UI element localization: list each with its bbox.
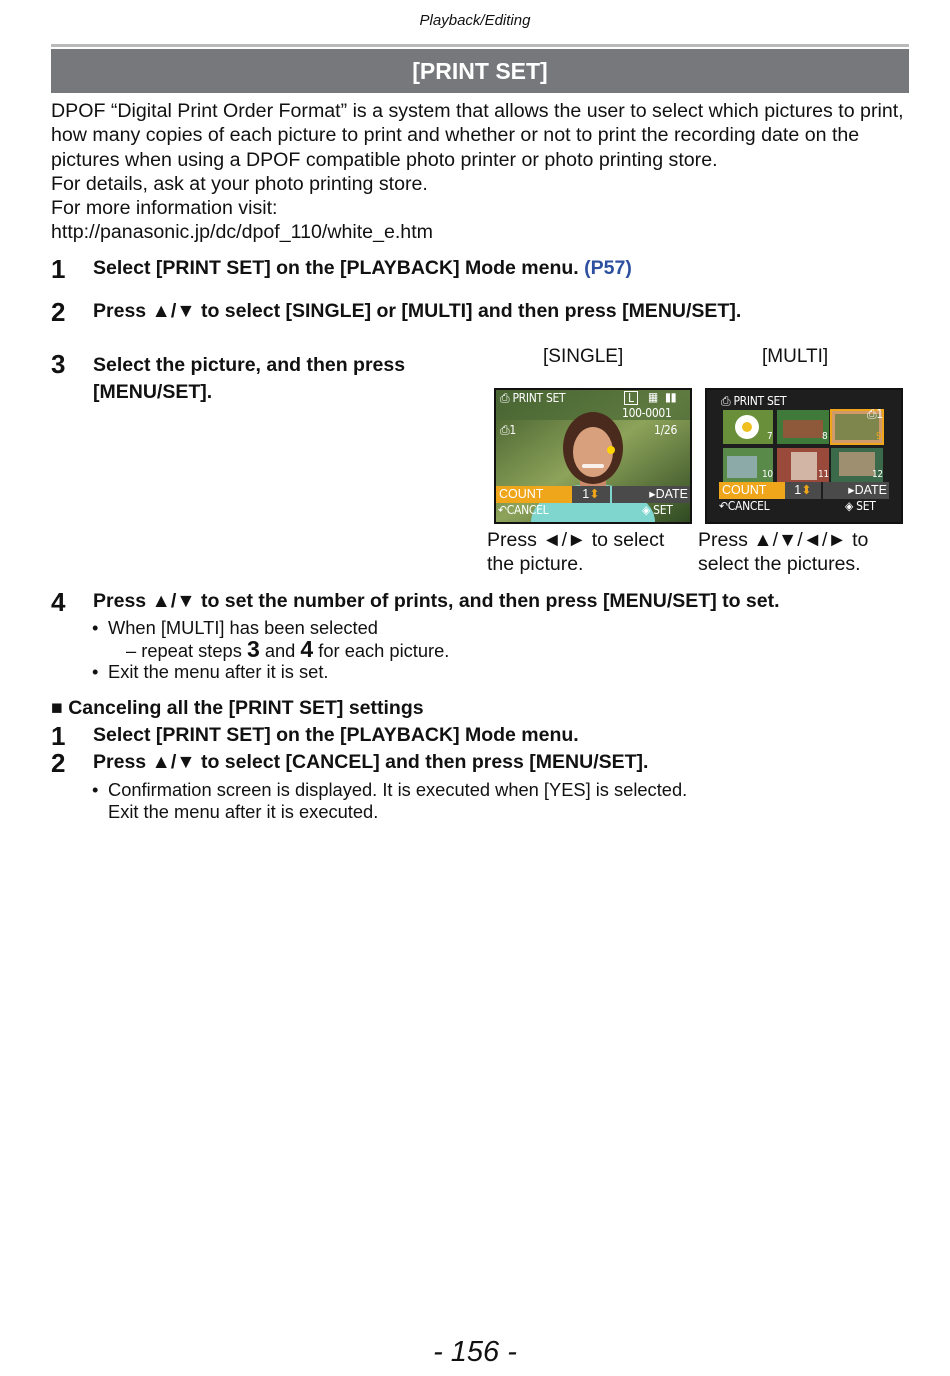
thumb-number: 7 [767,431,773,442]
printer-icon: ⎙ [721,394,731,408]
multi-screen [705,388,903,524]
cancel-notes [92,779,687,822]
step-4-text: Press ▲/▼ to set the number of prints, and then press [MENU/SET] to set. [93,590,780,612]
cancel-step-2-text: Press ▲/▼ to select [CANCEL] and then press [MENU/SET]. [93,751,649,773]
intro-url: http://panasonic.jp/dc/dpof_110/white_e.htm [51,221,433,244]
battery-icon: ▮▮ [665,390,677,404]
date-toggle: ▸DATE [612,486,690,503]
set-hint: ◈ SET [845,499,876,513]
bullet-item: • Exit the menu after it is set. [92,661,329,682]
step-number: 4 [51,587,66,617]
thumb-number: 11 [818,469,829,480]
printer-icon: ⎙ [500,391,510,405]
menu-set-icon: ◈ [845,499,854,513]
single-label: [SINGLE] [543,346,624,367]
step-3-line2: [MENU/SET]. [93,381,213,403]
cancel-heading [51,697,424,720]
step-number: 1 [51,721,66,751]
header-rule [51,44,909,47]
cancel-heading-text: ■ Canceling all the [PRINT SET] settings [51,697,424,719]
intro-more-info: For more information visit: [51,197,278,220]
print-set-title: ⎙ PRINT SET [721,394,787,408]
updown-icon: ⬍ [801,483,812,497]
multi-caption-line1: Press ▲/▼/◄/► to [698,529,869,551]
step-number: 3 [51,349,66,379]
frame-counter: 1/26 [654,423,678,437]
step-number: 1 [51,254,66,284]
page-number: - 156 - [433,1336,517,1368]
bullet-dot: • [92,779,99,800]
multi-label: [MULTI] [762,346,829,367]
count-label: COUNT [496,486,572,503]
bullet-item: • When [MULTI] has been selected [92,617,378,638]
printer-icon: ⎙ [867,407,877,421]
right-arrow-icon: ▸ [848,483,855,497]
cancel-hint: ↶CANCEL [719,499,770,513]
bullet-dot: • [92,617,99,638]
page-title: [PRINT SET] [51,49,909,93]
multi-caption-line2: select the pictures. [698,553,861,575]
multi-caption [698,528,868,576]
bullet-dot: • [92,661,99,682]
count-label: COUNT [719,482,786,499]
menu-set-icon: ◈ [642,503,651,517]
file-number: 100-0001 [622,406,672,420]
step-4-notes [92,617,449,683]
cancel-hint: ↶CANCEL [498,503,549,517]
bullet-item: • Confirmation screen is displayed. It is executed when [YES] is selected. [92,779,688,800]
thumb-number: 12 [872,469,883,480]
return-icon: ↶ [498,503,507,517]
intro-text [51,99,911,245]
step-number: 2 [51,748,66,778]
thumb-number: 9 [876,431,882,442]
step-1-text: Select [PRINT SET] on the [PLAYBACK] Mode menu. [93,257,579,279]
bullet-sub-item: – repeat steps 3 and 4 for each picture. [126,635,450,662]
set-hint: ◈ SET [642,503,673,517]
printer-icon: ⎙ [500,423,510,437]
single-caption-line2: the picture. [487,553,584,575]
step-3-text [93,352,405,406]
step-text [93,257,632,280]
return-icon: ↶ [719,499,728,513]
print-count-indicator: ⎙1 [867,407,883,421]
intro-paragraph: DPOF “Digital Print Order Format” is a system that allows the user to select which pictures to print, how many copies of each picture to print and whether or not to print the recording date on the pictures when using a DPOF compatible photo printer or photo printing store. [51,100,904,171]
updown-icon: ⬍ [589,487,600,501]
print-set-title: ⎙ PRINT SET [500,391,566,405]
step-3-line1: Select the picture, and then press [93,354,406,376]
grid-icon: ▦ [648,390,658,404]
single-caption [487,528,664,576]
date-toggle: ▸DATE [823,482,889,499]
thumb-number: 10 [762,469,773,480]
count-value: 1⬍ [572,486,610,503]
count-value: 1⬍ [785,482,821,499]
right-arrow-icon: ▸ [649,487,656,501]
single-caption-line1: Press ◄/► to select [487,529,665,551]
picture-size-icon: L [624,391,638,405]
intro-details: For details, ask at your photo printing store. [51,172,428,195]
step-2-text: Press ▲/▼ to select [SINGLE] or [MULTI] and then press [MENU/SET]. [93,300,742,322]
bullet-continuation: Exit the menu after it is executed. [108,800,379,822]
step-number: 2 [51,297,66,327]
print-count-indicator: ⎙1 [500,423,516,437]
section-header: Playback/Editing [419,12,531,29]
thumb-number: 8 [822,431,828,442]
single-screen [494,388,692,524]
page-reference-link[interactable]: (P57) [584,257,632,279]
cancel-step-1-text: Select [PRINT SET] on the [PLAYBACK] Mode menu. [93,724,579,746]
